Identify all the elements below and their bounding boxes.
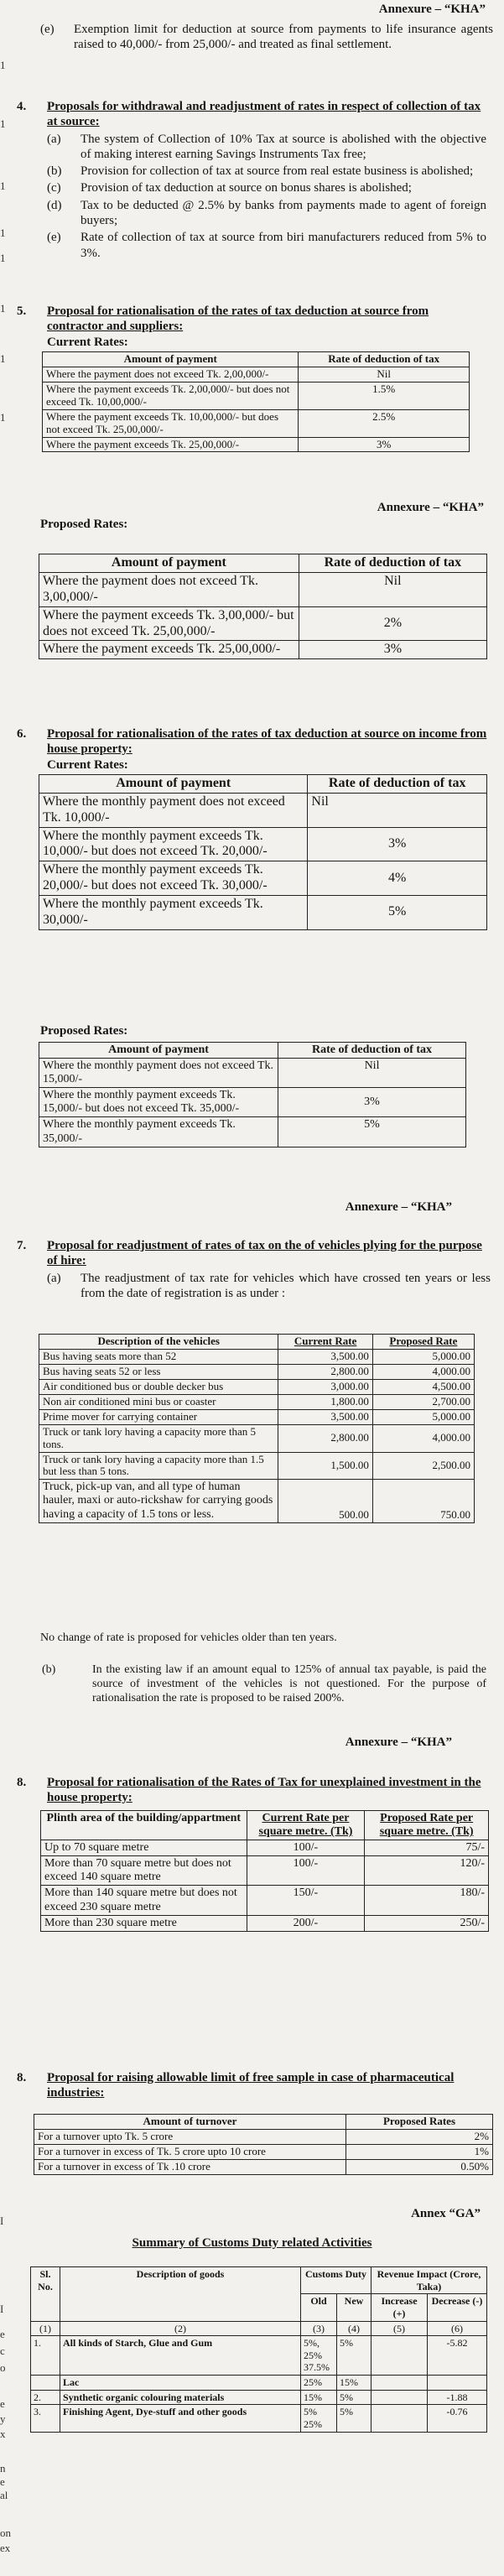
rate-cell: 2% [299, 606, 486, 641]
section-4 [8, 99, 495, 263]
rate-cell: 3% [299, 437, 470, 452]
amount-cell: Where the monthly payment does not exceed Tk. 10,000/- [39, 793, 308, 827]
new-duty-cell: 5% [337, 2336, 372, 2376]
column-number: (3) [301, 2321, 337, 2336]
rate-cell: 1% [346, 2144, 492, 2159]
column-header: Plinth area of the building/appartment [41, 1811, 247, 1840]
amount-cell: Where the monthly payment exceeds Tk. 30,000/- [39, 896, 308, 930]
current-rate-cell: 2,800.00 [278, 1364, 372, 1379]
current-rate-cell: 3,500.00 [278, 1409, 372, 1424]
margin-mark: 1 [0, 352, 6, 365]
sl-cell: 2. [31, 2390, 60, 2405]
table-row [39, 1059, 466, 1088]
proposed-rate-cell: 4,000.00 [372, 1424, 474, 1452]
margin-mark: I [0, 2214, 4, 2227]
list-item [47, 230, 486, 261]
table-row [39, 606, 487, 641]
free-sample-table [34, 2114, 493, 2175]
current-rate-cell: 1,800.00 [278, 1394, 372, 1409]
table-row [41, 1886, 489, 1915]
decrease-cell [428, 2376, 487, 2391]
amount-cell: Where the monthly payment exceeds Tk. 35,000/- [39, 1117, 278, 1147]
rate-cell: Nil [299, 367, 470, 382]
table-row [39, 793, 487, 827]
table-row [43, 437, 470, 452]
area-cell: Up to 70 square metre [41, 1840, 247, 1856]
rate-cell: 4% [308, 861, 487, 896]
table-row [34, 2159, 493, 2174]
column-header: Rate of deduction of tax [299, 554, 486, 573]
current-rate-cell: 200/- [247, 1915, 365, 1931]
proposed-rate-cell: 5,000.00 [372, 1409, 474, 1424]
increase-cell [372, 2376, 428, 2391]
column-number: (5) [372, 2321, 428, 2336]
increase-cell [372, 2336, 428, 2376]
table-row [43, 409, 470, 437]
column-header: Amount of payment [43, 351, 299, 367]
section-number: 7. [17, 1239, 27, 1252]
item-label: (c) [47, 181, 61, 195]
area-cell: More than 140 square metre but does not exceed 230 square metre [41, 1886, 247, 1915]
column-header: Increase (+) [372, 2294, 428, 2321]
list-item [47, 198, 486, 229]
table-row [31, 2390, 487, 2405]
section-number: 4. [17, 100, 27, 113]
column-header: Old [301, 2294, 337, 2321]
table-row [43, 367, 470, 382]
vehicle-cell: Air conditioned bus or double decker bus [39, 1379, 278, 1394]
item-b [42, 1663, 486, 1707]
item-label: (e) [40, 23, 55, 36]
margin-mark: y [0, 2412, 6, 2425]
section-heading: Proposals for withdrawal and readjustment of rates in respect of collection of tax at source: [47, 100, 481, 129]
margin-mark: x [0, 2428, 6, 2440]
proposed-rate-cell: 120/- [365, 1856, 489, 1886]
column-number-row [31, 2321, 487, 2336]
proposed-rates-label: Proposed Rates: [40, 518, 128, 531]
table-row [39, 1480, 475, 1522]
table-row [39, 1117, 466, 1147]
no-change-note: No change of rate is proposed for vehicles older than ten years. [40, 1631, 337, 1644]
section-8-house-property [8, 1775, 499, 1806]
sl-cell: 3. [31, 2405, 60, 2432]
proposed-rate-cell: 4,500.00 [372, 1379, 474, 1394]
current-rate-cell: 2,800.00 [278, 1424, 372, 1452]
current-rates-table [39, 774, 487, 930]
proposed-rate-cell: 750.00 [372, 1480, 474, 1522]
margin-mark: c [0, 2344, 5, 2357]
new-duty-cell: 5% [337, 2405, 372, 2432]
annexure-label: Annexure – “KHA” [345, 1736, 452, 1749]
table-row [39, 572, 487, 606]
column-header: Decrease (-) [428, 2294, 487, 2321]
table-row [39, 1424, 475, 1452]
column-number: (2) [60, 2321, 301, 2336]
rate-cell: 2.5% [299, 409, 470, 437]
column-header: Proposed Rates [346, 2115, 492, 2130]
new-duty-cell: 15% [337, 2376, 372, 2391]
section-7 [8, 1238, 499, 1303]
margin-mark: e [0, 2328, 5, 2340]
list-item [47, 180, 486, 195]
table-row [39, 1349, 475, 1364]
table-row [39, 1394, 475, 1409]
list-item [47, 132, 486, 163]
margin-mark: e [0, 2475, 5, 2488]
table-row [34, 2144, 493, 2159]
section-number: 6. [17, 727, 27, 741]
amount-cell: Where the monthly payment exceeds Tk. 15,000/- but does not exceed Tk. 35,000/- [39, 1088, 278, 1117]
column-header: Amount of payment [39, 1043, 278, 1059]
goods-cell: Finishing Agent, Dye-stuff and other goods [60, 2405, 301, 2432]
column-header: Customs Duty [301, 2267, 372, 2294]
column-header: Rate of deduction of tax [299, 351, 470, 367]
table-row [39, 1452, 475, 1480]
area-cell: More than 230 square metre [41, 1915, 247, 1931]
margin-mark: 1 [0, 180, 6, 192]
column-header: Proposed Rate per square metre. (Tk) [365, 1811, 489, 1840]
rate-cell: 3% [299, 641, 486, 659]
current-rate-cell: 500.00 [278, 1480, 372, 1522]
goods-cell: Synthetic organic colouring materials [60, 2390, 301, 2405]
column-header: Amount of turnover [34, 2115, 346, 2130]
margin-mark: 1 [0, 411, 6, 424]
amount-cell: Where the monthly payment exceeds Tk. 10,000/- but does not exceed Tk. 20,000/- [39, 827, 308, 861]
rate-cell: 1.5% [299, 382, 470, 409]
margin-mark: o [0, 2361, 6, 2374]
table-row [41, 1856, 489, 1886]
current-rate-cell: 3,500.00 [278, 1349, 372, 1364]
column-header: Description of goods [60, 2267, 301, 2322]
section-heading: Proposal for readjustment of rates of tax on the of vehicles plying for the purpose of hire: [47, 1239, 482, 1268]
decrease-cell: -1.88 [428, 2390, 487, 2405]
table-row [39, 896, 487, 930]
old-duty-cell: 5% 25% [301, 2405, 337, 2432]
current-rates-label: Current Rates: [47, 335, 128, 349]
section-heading: Proposal for rationalisation of the rates of tax deduction at source on income from house property: [47, 727, 487, 757]
margin-mark: 1 [0, 302, 6, 315]
vehicle-cell: Prime mover for carrying container [39, 1409, 278, 1424]
column-header: Revenue Impact (Crore, Taka) [372, 2267, 487, 2294]
rate-cell: Nil [308, 793, 487, 827]
area-cell: More than 70 square metre but does not exceed 140 square metre [41, 1856, 247, 1886]
vehicle-cell: Truck, pick-up van, and all type of human hauler, maxi or auto-rickshaw for carrying goods having a capacity of 1.5 tons or less. [39, 1480, 278, 1522]
amount-cell: Where the payment exceeds Tk. 25,00,000/- [39, 641, 299, 659]
column-header: Description of the vehicles [39, 1335, 278, 1350]
proposed-rate-cell: 4,000.00 [372, 1364, 474, 1379]
margin-mark: n [0, 2462, 6, 2475]
table-row [31, 2336, 487, 2376]
item-label: (b) [42, 1663, 56, 1676]
column-header: Proposed Rate [372, 1335, 474, 1350]
rate-cell: Nil [299, 572, 486, 606]
section-heading: Proposal for rationalisation of the Rates of Tax for unexplained investment in the house property: [47, 1776, 481, 1805]
section-number: 5. [17, 304, 27, 318]
margin-mark: ex [0, 2542, 11, 2554]
proposed-rate-cell: 2,700.00 [372, 1394, 474, 1409]
proposed-rate-cell: 2,500.00 [372, 1452, 474, 1480]
amount-cell: Where the payment exceeds Tk. 3,00,000/- but does not exceed Tk. 25,00,000/- [39, 606, 299, 641]
rate-cell: 3% [308, 827, 487, 861]
section-heading: Proposal for raising allowable limit of free sample in case of pharmaceutical industries: [47, 2071, 455, 2100]
house-property-table [40, 1810, 489, 1932]
margin-mark: on [0, 2527, 11, 2539]
proposed-rate-cell: 250/- [365, 1915, 489, 1931]
column-number: (4) [337, 2321, 372, 2336]
rate-cell: 0.50% [346, 2159, 492, 2174]
vehicle-cell: Bus having seats more than 52 [39, 1349, 278, 1364]
column-header: Current Rate [278, 1335, 372, 1350]
column-number: (1) [31, 2321, 60, 2336]
table-row [39, 641, 487, 659]
sl-cell: 1. [31, 2336, 60, 2376]
old-duty-cell: 15% [301, 2390, 337, 2405]
table-row [39, 1088, 466, 1117]
table-row [31, 2405, 487, 2432]
margin-mark: 1 [0, 252, 6, 264]
turnover-cell: For a turnover in excess of Tk. 5 crore upto 10 crore [34, 2144, 346, 2159]
table-row [39, 827, 487, 861]
margin-mark: I [0, 2303, 4, 2315]
rate-cell: 3% [278, 1088, 466, 1117]
amount-cell: Where the monthly payment does not exceed Tk. 15,000/- [39, 1059, 278, 1088]
sl-cell [31, 2376, 60, 2391]
proposed-rate-cell: 5,000.00 [372, 1349, 474, 1364]
amount-cell: Where the payment does not exceed Tk. 3,00,000/- [39, 572, 299, 606]
item-text: Provision for collection of tax at source from real estate business is abolished; [81, 164, 474, 179]
item-text: In the existing law if an amount equal to 125% of annual tax payable, is paid the source of investment of the vehicles is not questioned. For the purpose of rationalisation the rate is proposed to be raised 200%. [92, 1663, 486, 1705]
table-row [39, 1409, 475, 1424]
column-header: New [337, 2294, 372, 2321]
intro-item [40, 22, 493, 55]
amount-cell: Where the payment does not exceed Tk. 2,00,000/- [43, 367, 299, 382]
current-rate-cell: 3,000.00 [278, 1379, 372, 1394]
amount-cell: Where the payment exceeds Tk. 25,00,000/- [43, 437, 299, 452]
amount-cell: Where the monthly payment exceeds Tk. 20,000/- but does not exceed Tk. 30,000/- [39, 861, 308, 896]
table-row [39, 861, 487, 896]
column-header: Amount of payment [39, 774, 308, 793]
column-header: Current Rate per square metre. (Tk) [247, 1811, 365, 1840]
margin-mark: 1 [0, 59, 6, 71]
table-row [34, 2129, 493, 2144]
decrease-cell: -0.76 [428, 2405, 487, 2432]
table-row [31, 2376, 487, 2391]
margin-mark: 1 [0, 226, 6, 239]
current-rate-cell: 1,500.00 [278, 1452, 372, 1480]
annexure-label: Annexure – “KHA” [377, 501, 484, 514]
table-row [39, 1364, 475, 1379]
section-heading: Proposal for rationalisation of the rates of tax deduction at source from contractor and suppliers: [47, 304, 429, 334]
customs-summary-title: Summary of Customs Duty related Activities [132, 2236, 372, 2250]
table-row [41, 1840, 489, 1856]
vehicle-cell: Bus having seats 52 or less [39, 1364, 278, 1379]
turnover-cell: For a turnover upto Tk. 5 crore [34, 2129, 346, 2144]
proposed-rate-cell: 75/- [365, 1840, 489, 1856]
rate-cell: Nil [278, 1059, 466, 1088]
section-5 [8, 304, 495, 452]
decrease-cell: -5.82 [428, 2336, 487, 2376]
column-header: Amount of payment [39, 554, 299, 573]
goods-cell: All kinds of Starch, Glue and Gum [60, 2336, 301, 2376]
table-row [41, 1915, 489, 1931]
current-rate-cell: 100/- [247, 1840, 365, 1856]
annexure-label: Annexure – “KHA” [378, 3, 486, 16]
section-number: 8. [17, 2071, 27, 2084]
item-label: (a) [47, 1271, 61, 1285]
item-text: Provision of tax deduction at source on bonus shares is abolished; [81, 181, 412, 195]
table-row [43, 382, 470, 409]
amount-cell: Where the payment exceeds Tk. 10,00,000/- but does not exceed Tk. 25,00,000/- [43, 409, 299, 437]
vehicle-cell: Truck or tank lory having a capacity more than 1.5 but less than 5 tons. [39, 1452, 278, 1480]
item-label: (e) [47, 231, 61, 245]
item-label: (a) [47, 132, 61, 146]
rate-cell: 5% [308, 896, 487, 930]
annex-ga-label: Annex “GA” [411, 2207, 481, 2220]
item-text: The system of Collection of 10% Tax at source is abolished with the objective of making interest earning Savings Instruments Tax free; [81, 132, 486, 161]
new-duty-cell: 5% [337, 2390, 372, 2405]
current-rate-cell: 100/- [247, 1856, 365, 1886]
rate-cell: 2% [346, 2129, 492, 2144]
item-text: Rate of collection of tax at source from biri manufacturers reduced from 5% to 3%. [81, 231, 486, 260]
customs-summary-table [30, 2266, 487, 2433]
old-duty-cell: 5%, 25% 37.5% [301, 2336, 337, 2376]
item-label: (d) [47, 198, 62, 212]
rate-cell: 5% [278, 1117, 466, 1147]
list-item [47, 164, 486, 179]
item-text: Tax to be deducted @ 2.5% by banks from payments made to agent of foreign buyers; [81, 198, 486, 228]
proposed-rates-label: Proposed Rates: [40, 1024, 128, 1038]
vehicle-cell: Non air conditioned mini bus or coaster [39, 1394, 278, 1409]
old-duty-cell: 25% [301, 2376, 337, 2391]
proposed-rates-table [39, 1042, 466, 1147]
margin-mark: e [0, 2397, 5, 2410]
margin-mark: 1 [0, 117, 6, 130]
goods-cell: Lac [60, 2376, 301, 2391]
vehicle-cell: Truck or tank lory having a capacity more than 5 tons. [39, 1424, 278, 1452]
increase-cell [372, 2390, 428, 2405]
section-8-pharmaceutical [8, 2070, 499, 2101]
section-6 [8, 726, 499, 930]
turnover-cell: For a turnover in excess of Tk .10 crore [34, 2159, 346, 2174]
proposed-rates-table [39, 554, 487, 659]
item-text: Exemption limit for deduction at source from payments to life insurance agents raised to 40,000/- from 25,000/- and treated as final settlement. [74, 23, 493, 52]
column-header: Sl. No. [31, 2267, 60, 2322]
vehicle-tax-table [39, 1334, 475, 1523]
current-rate-cell: 150/- [247, 1886, 365, 1915]
table-row [39, 1379, 475, 1394]
increase-cell [372, 2405, 428, 2432]
item-label: (b) [47, 164, 62, 179]
annexure-label: Annexure – “KHA” [345, 1200, 452, 1214]
column-header: Rate of deduction of tax [308, 774, 487, 793]
column-number: (6) [428, 2321, 487, 2336]
current-rates-table [42, 351, 470, 453]
margin-mark: al [0, 2489, 8, 2501]
current-rates-label: Current Rates: [47, 757, 128, 772]
proposed-rate-cell: 180/- [365, 1886, 489, 1915]
item-text: The readjustment of tax rate for vehicles which have crossed ten years or less from the date of registration is as under : [81, 1271, 491, 1300]
column-header: Rate of deduction of tax [278, 1043, 466, 1059]
amount-cell: Where the payment exceeds Tk. 2,00,000/- but does not exceed Tk. 10,00,000/- [43, 382, 299, 409]
section-number: 8. [17, 1776, 27, 1789]
